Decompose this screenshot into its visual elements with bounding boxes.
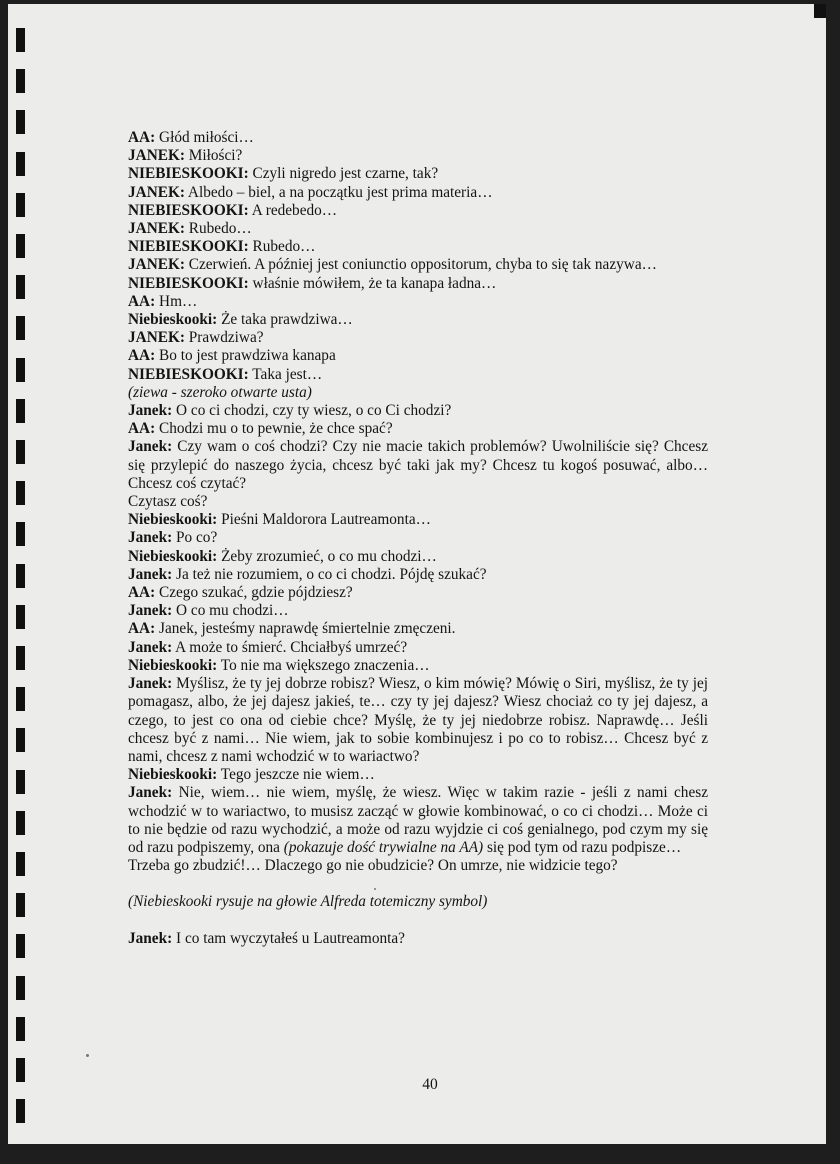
continuation-line xyxy=(128,493,708,511)
line-text: To nie ma większego znaczenia… xyxy=(217,656,430,674)
page-content xyxy=(128,129,708,948)
dialogue-line xyxy=(128,238,708,256)
dialogue-line xyxy=(128,220,708,238)
line-text: właśnie mówiłem, że ta kanapa ładna… xyxy=(248,274,497,292)
speaker-name: Niebieskooki: xyxy=(128,311,218,329)
dialogue-line xyxy=(128,620,708,638)
speaker-name: AA: xyxy=(128,129,156,146)
line-text: Czytasz coś? xyxy=(128,493,208,511)
dialogue-line xyxy=(128,293,708,311)
line-text: O co mu chodzi… xyxy=(172,602,289,620)
line-text: O co ci chodzi, czy ty wiesz, o co Ci chodzi? xyxy=(172,402,452,420)
dialogue-line xyxy=(128,402,708,420)
line-text: Trzeba go zbudzić!… Dlaczego go nie obudzicie? On umrze, nie widzicie tego? xyxy=(128,857,618,875)
paper-speck xyxy=(86,1054,89,1057)
speaker-name: Janek: xyxy=(128,402,173,420)
speaker-name: Janek: xyxy=(128,438,173,456)
line-text: Czyli nigredo jest czarne, tak? xyxy=(248,165,439,183)
inline-stage-direction: (pokazuje dość trywialne na AA) xyxy=(283,838,484,856)
speaker-name: Niebieskooki: xyxy=(128,547,218,565)
speaker-name: NIEBIESKOOKI: xyxy=(128,274,249,292)
speaker-name: NIEBIESKOOKI: xyxy=(128,365,249,383)
dialogue-line xyxy=(128,256,708,274)
page-number: 40 xyxy=(422,1076,438,1093)
line-text: Bo to jest prawdziwa kanapa xyxy=(155,347,336,365)
speaker-name: JANEK: xyxy=(128,220,185,238)
final-line xyxy=(128,930,708,948)
document-page xyxy=(8,4,826,1144)
corner-mark xyxy=(814,4,826,18)
binding-hole xyxy=(16,564,25,588)
line-text: się pod tym od razu podpisze… xyxy=(483,838,682,856)
line-text: Rubedo… xyxy=(248,238,316,256)
binding-hole xyxy=(16,152,25,176)
line-text: Hm… xyxy=(155,292,198,310)
speaker-name: AA: xyxy=(128,347,156,365)
line-text: Czy wam o coś chodzi? Czy nie macie takich problemów? Uwolniliście się? Chcesz się przylepić do naszego życia, chcesz być taki jak my? Chcesz tu kogoś posuwać, albo… Chcesz coś czytać? xyxy=(128,438,708,492)
binding-hole xyxy=(16,605,25,629)
line-text: Ja też nie rozumiem, o co ci chodzi. Pójdę szukać? xyxy=(172,565,487,583)
continuation-line xyxy=(128,857,708,875)
line-text: Prawdziwa? xyxy=(184,329,264,347)
binding-hole xyxy=(16,646,25,670)
binding-hole xyxy=(16,358,25,382)
dialogue-line xyxy=(128,529,708,547)
dialogue-block xyxy=(128,129,708,875)
dialogue-line xyxy=(128,329,708,347)
line-text: Po co? xyxy=(172,529,218,547)
dialogue-line xyxy=(128,311,708,329)
spacer xyxy=(128,875,708,893)
dialogue-line xyxy=(128,366,708,384)
binding-hole xyxy=(16,770,25,794)
speaker-name: Janek: xyxy=(128,638,173,656)
dialogue-line xyxy=(128,657,708,675)
dialogue-line xyxy=(128,347,708,365)
speaker-name: NIEBIESKOOKI: xyxy=(128,238,249,256)
line-text: Czerwień. A później jest coniunctio oppositorum, chyba to się tak nazywa… xyxy=(184,256,657,274)
speaker-name: Niebieskooki: xyxy=(128,656,218,674)
dialogue-line xyxy=(128,129,708,147)
dialogue-line xyxy=(128,548,708,566)
binding-hole xyxy=(16,399,25,423)
line-text: Nie, wiem… nie wiem, myślę, że wiesz. Więc w takim razie - jeśli z nami chesz wchodzić w to wariactwo, to musisz zacząć w głowie kombinować, o co ci chodzi… Może ci to nie będzie od razu wychodzić, a może od razu wyjdzie ci coś genialnego, pod czym my się od razu podpiszemy, ona xyxy=(128,784,708,856)
speaker-name: Janek: xyxy=(128,784,173,802)
dialogue-line xyxy=(128,602,708,620)
stage-direction: (ziewa - szeroko otwarte usta) xyxy=(128,383,312,401)
binding-hole xyxy=(16,69,25,93)
speaker-name: Janek: xyxy=(128,529,173,547)
line-text: A redebedo… xyxy=(248,201,338,219)
speaker-name: AA: xyxy=(128,292,156,310)
dialogue-line xyxy=(128,438,708,493)
dialogue-line xyxy=(128,511,708,529)
dialogue-line xyxy=(128,566,708,584)
speaker-name: AA: xyxy=(128,620,156,638)
line-text: Rubedo… xyxy=(184,220,252,238)
speaker-name: AA: xyxy=(128,584,156,602)
line-text: Tego jeszcze nie wiem… xyxy=(217,766,375,784)
dialogue-line xyxy=(128,184,708,202)
binding-hole xyxy=(16,193,25,217)
speaker-name: Janek: xyxy=(128,602,173,620)
line-text: Żeby zrozumieć, o co mu chodzi… xyxy=(217,547,437,565)
speaker-name: JANEK: xyxy=(128,183,185,201)
binding-hole xyxy=(16,110,25,134)
speaker-name: Niebieskooki: xyxy=(128,766,218,784)
line-text: A może to śmierć. Chciałbyś umrzeć? xyxy=(172,638,408,656)
line-text: Myślisz, że ty jej dobrze robisz? Wiesz, o kim mówię? Mówię o Siri, myślisz, że ty jej pomagasz, albo, że jej dajesz jakieś, te… czy ty jej dajesz? Wiesz chociaż co ty jej dajesz, a czego, to jest co ona od ciebie chce? Myślę, że ty jej niedobrze robisz. Naprawdę… Jeśli chcesz być z nami… Nie wiem, jak to sobie kombinujesz i po co to robisz… Chcesz być z nami, chcesz z nami wchodzić w to wariactwo? xyxy=(128,675,708,765)
binding-hole xyxy=(16,28,25,52)
dialogue-line xyxy=(128,639,708,657)
spacer xyxy=(128,912,708,930)
binding-hole xyxy=(16,234,25,258)
line-text: Chodzi mu o to pewnie, że chce spać? xyxy=(155,420,393,438)
line-text: Taka jest… xyxy=(248,365,323,383)
speaker-name: NIEBIESKOOKI: xyxy=(128,165,249,183)
speaker-name: JANEK: xyxy=(128,256,185,274)
line-text: Pieśni Maldorora Lautreamonta… xyxy=(217,511,431,529)
dialogue-line xyxy=(128,675,708,766)
dialogue-line xyxy=(128,147,708,165)
dialogue-line xyxy=(128,420,708,438)
dialogue-line xyxy=(128,584,708,602)
speaker-name: JANEK: xyxy=(128,329,185,347)
speaker-name: Janek: xyxy=(128,929,173,947)
binding-hole xyxy=(16,934,25,958)
line-text: Czego szukać, gdzie pójdziesz? xyxy=(155,584,353,602)
speaker-name: Janek: xyxy=(128,565,173,583)
binding-holes xyxy=(16,28,26,1138)
dialogue-line xyxy=(128,784,708,857)
binding-hole xyxy=(16,275,25,299)
speaker-name: NIEBIESKOOKI: xyxy=(128,201,249,219)
dialogue-line xyxy=(128,275,708,293)
binding-hole xyxy=(16,811,25,835)
speaker-name: Janek: xyxy=(128,675,173,693)
binding-hole xyxy=(16,1099,25,1123)
speaker-name: JANEK: xyxy=(128,147,185,165)
binding-hole xyxy=(16,316,25,340)
dialogue-line xyxy=(128,766,708,784)
speaker-name: AA: xyxy=(128,420,156,438)
binding-hole xyxy=(16,522,25,546)
line-text: I co tam wyczytałeś u Lautreamonta? xyxy=(172,929,405,947)
binding-hole xyxy=(16,1017,25,1041)
stage-direction: (Niebieskooki rysuje na głowie Alfreda totemiczny symbol) xyxy=(128,893,488,911)
binding-hole xyxy=(16,440,25,464)
dialogue-line xyxy=(128,202,708,220)
line-text: Że taka prawdziwa… xyxy=(217,311,353,329)
dialogue-line xyxy=(128,165,708,183)
speaker-name: Niebieskooki: xyxy=(128,511,218,529)
line-text: Głód miłości… xyxy=(155,129,254,146)
binding-hole xyxy=(16,893,25,917)
line-text: Miłości? xyxy=(184,147,243,165)
binding-hole xyxy=(16,481,25,505)
line-text: Janek, jesteśmy naprawdę śmiertelnie zmęczeni. xyxy=(155,620,456,638)
binding-hole xyxy=(16,687,25,711)
binding-hole xyxy=(16,852,25,876)
binding-hole xyxy=(16,728,25,752)
line-text: Albedo – biel, a na początku jest prima materia… xyxy=(184,183,493,201)
binding-hole xyxy=(16,976,25,1000)
